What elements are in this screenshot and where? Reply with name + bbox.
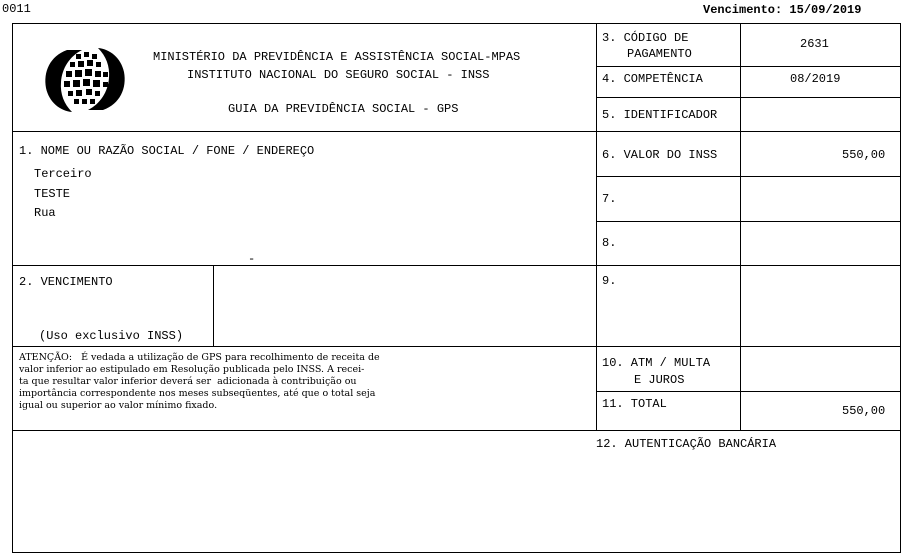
contributor-label: 1. NOME OU RAZÃO SOCIAL / FONE / ENDEREÇO [19, 144, 315, 158]
attention-line: ta que resultar valor inferior deverá ser adicionada à contribuição ou [19, 376, 357, 387]
row-line [12, 346, 901, 347]
institute-name: INSTITUTO NACIONAL DO SEGURO SOCIAL - INSS [187, 68, 490, 82]
attention-notice [19, 352, 594, 412]
total-value: 550,00 [842, 404, 886, 418]
competencia-value: 08/2019 [790, 72, 841, 86]
row-line [596, 97, 901, 98]
field-9-label: 9. [602, 274, 617, 288]
codigo-value: 2631 [800, 37, 829, 51]
document-code: 0011 [2, 2, 31, 16]
contributor-address: Rua [34, 206, 56, 220]
attention-line: ATENÇÃO: É vedada a utilização de GPS para recolhimento de receita de [19, 352, 380, 363]
row-line [596, 176, 901, 177]
field-8-label: 8. [602, 236, 617, 250]
field-7-label: 7. [602, 192, 617, 206]
row-line [596, 391, 901, 392]
atm-label: 10. ATM / MULTA [602, 356, 711, 370]
attention-line: valor inferior ao estipulado em Resolução publicada pelo INSS. A recei- [19, 364, 365, 375]
valor-inss-label: 6. VALOR DO INSS [602, 148, 718, 162]
due-date-header: Vencimento: 15/09/2019 [703, 3, 862, 17]
attention-line: importância correspondente nos meses subseqüentes, até que o total seja [19, 388, 376, 399]
valor-inss-value: 550,00 [842, 148, 886, 162]
row-line [596, 221, 901, 222]
atm-label-2: E JUROS [634, 373, 685, 387]
autenticacao-label: 12. AUTENTICAÇÃO BANCÁRIA [596, 437, 777, 451]
inss-exclusive-note: (Uso exclusivo INSS) [39, 329, 184, 343]
row-line [12, 430, 901, 431]
contributor-line-2: TESTE [34, 187, 71, 201]
right-col-divider [740, 23, 741, 430]
total-label: 11. TOTAL [602, 397, 667, 411]
identificador-label: 5. IDENTIFICADOR [602, 108, 718, 122]
inss-logo-icon [42, 44, 128, 116]
contributor-dash: - [248, 252, 256, 266]
competencia-label: 4. COMPETÊNCIA [602, 72, 703, 86]
vencimento-label: 2. VENCIMENTO [19, 275, 113, 289]
form-title: GUIA DA PREVIDÊNCIA SOCIAL - GPS [228, 102, 459, 116]
row-line [596, 66, 901, 67]
codigo-label: 3. CÓDIGO DE [602, 31, 689, 45]
row-line [12, 131, 901, 132]
codigo-label-2: PAGAMENTO [627, 47, 692, 61]
contributor-name: Terceiro [34, 167, 92, 181]
main-divider [596, 23, 597, 430]
ministry-name: MINISTÉRIO DA PREVIDÊNCIA E ASSISTÊNCIA SOCIAL-MPAS [153, 50, 521, 64]
row-line [12, 265, 901, 266]
vencimento-divider [213, 265, 214, 346]
attention-line: igual ou superior ao valor mínimo fixado. [19, 400, 218, 411]
